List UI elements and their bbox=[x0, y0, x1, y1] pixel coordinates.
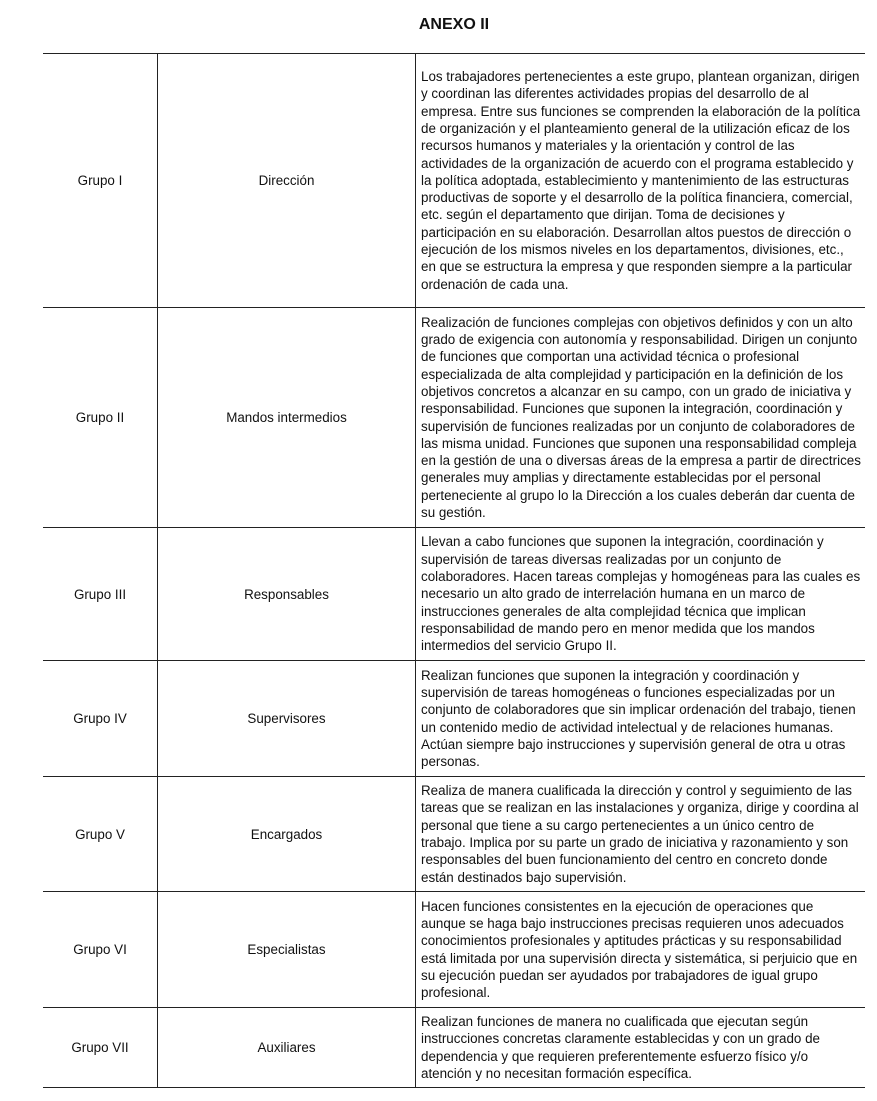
table-row bbox=[43, 308, 865, 528]
group-name-cell: Auxiliares bbox=[158, 1008, 416, 1088]
group-cell: Grupo II bbox=[43, 308, 158, 528]
group-description-cell: Llevan a cabo funciones que suponen la integración, coordinación y supervisión de tareas diversas realizadas por un conjunto de colaboradores. Hacen tareas complejas y homogéneas para las cuales es necesario un alto grado de interrelación humana en un marco de instrucciones generales de alta complejidad técnica que implican responsabilidad de mando pero en menor medida que los mandos intermedios del servicio Grupo II. bbox=[421, 534, 861, 654]
group-name-cell: Supervisores bbox=[158, 661, 416, 777]
table-row bbox=[43, 892, 865, 1008]
group-name-cell: Mandos intermedios bbox=[158, 308, 416, 528]
group-name-cell: Especialistas bbox=[158, 892, 416, 1008]
group-cell: Grupo I bbox=[43, 54, 158, 308]
group-description-cell: Realiza de manera cualificada la dirección y control y seguimiento de las tareas que se realizan en las instalaciones y organiza, dirige y coordina al personal que tiene a su cargo pertenecientes a un único centro de trabajo. Implica por su parte un grado de iniciativa y razonamiento y son responsables del buen funcionamiento del centro en concreto donde están destinados bajo supervisión. bbox=[421, 783, 859, 885]
group-name-cell: Responsables bbox=[158, 528, 416, 661]
group-description-cell: Realizan funciones que suponen la integración y coordinación y supervisión de tareas homogéneas o funciones especializadas por un conjunto de colaboradores que sin implicar ordenación del trabajo, tienen un contenido medio de actividad intelectual y de relaciones humanas. Actúan siempre bajo instrucciones y supervisión general de otra u otras personas. bbox=[421, 667, 856, 770]
group-description-cell: Los trabajadores pertenecientes a este grupo, plantean organizan, dirigen y coordinan las diferentes actividades propias del desarrollo de al empresa. Entre sus funciones se comprenden la elaboración de la política de organización y el planteamiento general de la utilización eficaz de los recursos humanos y materiales y la orientación y control de las actividades de la organización de acuerdo con el programa establecido y la política adoptada, establecimiento y mantenimiento de las estructuras productivas de soporte y el desarrollo de la política financiera, comercial, etc. según el departamento que dirijan. Toma de decisiones y participación en su elaboración. Desarrollan altos puestos de dirección o ejecución de los mismos niveles en los departamentos, divisiones, etc., en que se estructura la empresa y que responden siempre a la particular ordenación de cada una. bbox=[421, 69, 861, 292]
groups-table bbox=[43, 53, 865, 1088]
group-cell: Grupo VI bbox=[43, 892, 158, 1008]
group-description-cell: Hacen funciones consistentes en la ejecución de operaciones que aunque se haga bajo instrucciones precisas requieren unos adecuados conocimientos profesionales y aptitudes prácticas y su responsabilidad está limitada por una supervisión directa y sistemática, si perjuicio que en su ejecución puedan ser ayudados por trabajadores de igual grupo profesional. bbox=[421, 898, 858, 1001]
group-name-cell: Dirección bbox=[158, 54, 416, 308]
table-row bbox=[43, 54, 865, 308]
table-row bbox=[43, 777, 865, 892]
group-description-cell: Realizan funciones de manera no cualificada que ejecutan según instrucciones concretas claramente establecidas y con un grado de dependencia y que requieren preferentemente esfuerzo físico y/o atención y no necesitan formación específica. bbox=[421, 1014, 820, 1081]
group-cell: Grupo IV bbox=[43, 661, 158, 777]
group-cell: Grupo V bbox=[43, 777, 158, 892]
group-cell: Grupo III bbox=[43, 528, 158, 661]
table-row bbox=[43, 661, 865, 777]
table-row bbox=[43, 1008, 865, 1088]
group-cell: Grupo VII bbox=[43, 1008, 158, 1088]
table-row bbox=[43, 528, 865, 661]
group-name-cell: Encargados bbox=[158, 777, 416, 892]
group-description-cell: Realización de funciones complejas con objetivos definidos y con un alto grado de exigencia con autonomía y responsabilidad. Dirigen un conjunto de funciones que comportan una actividad técnica o profesional especializada de alta complejidad y participación en la definición de los objetivos concretos a alcanzar en su campo, con un grado de iniciativa y responsabilidad. Funciones que suponen la integración, coordinación y supervisión de funciones realizadas por un conjunto de colaboradores de las misma unidad. Funciones que suponen una responsabilidad compleja en la gestión de una o diversas áreas de la empresa a partir de directrices generales muy amplias y directamente establecidas por el personal perteneciente al grupo lo la Dirección a los cuales deberán dar cuenta de su gestión. bbox=[421, 314, 861, 520]
page-title: ANEXO II bbox=[418, 16, 490, 33]
